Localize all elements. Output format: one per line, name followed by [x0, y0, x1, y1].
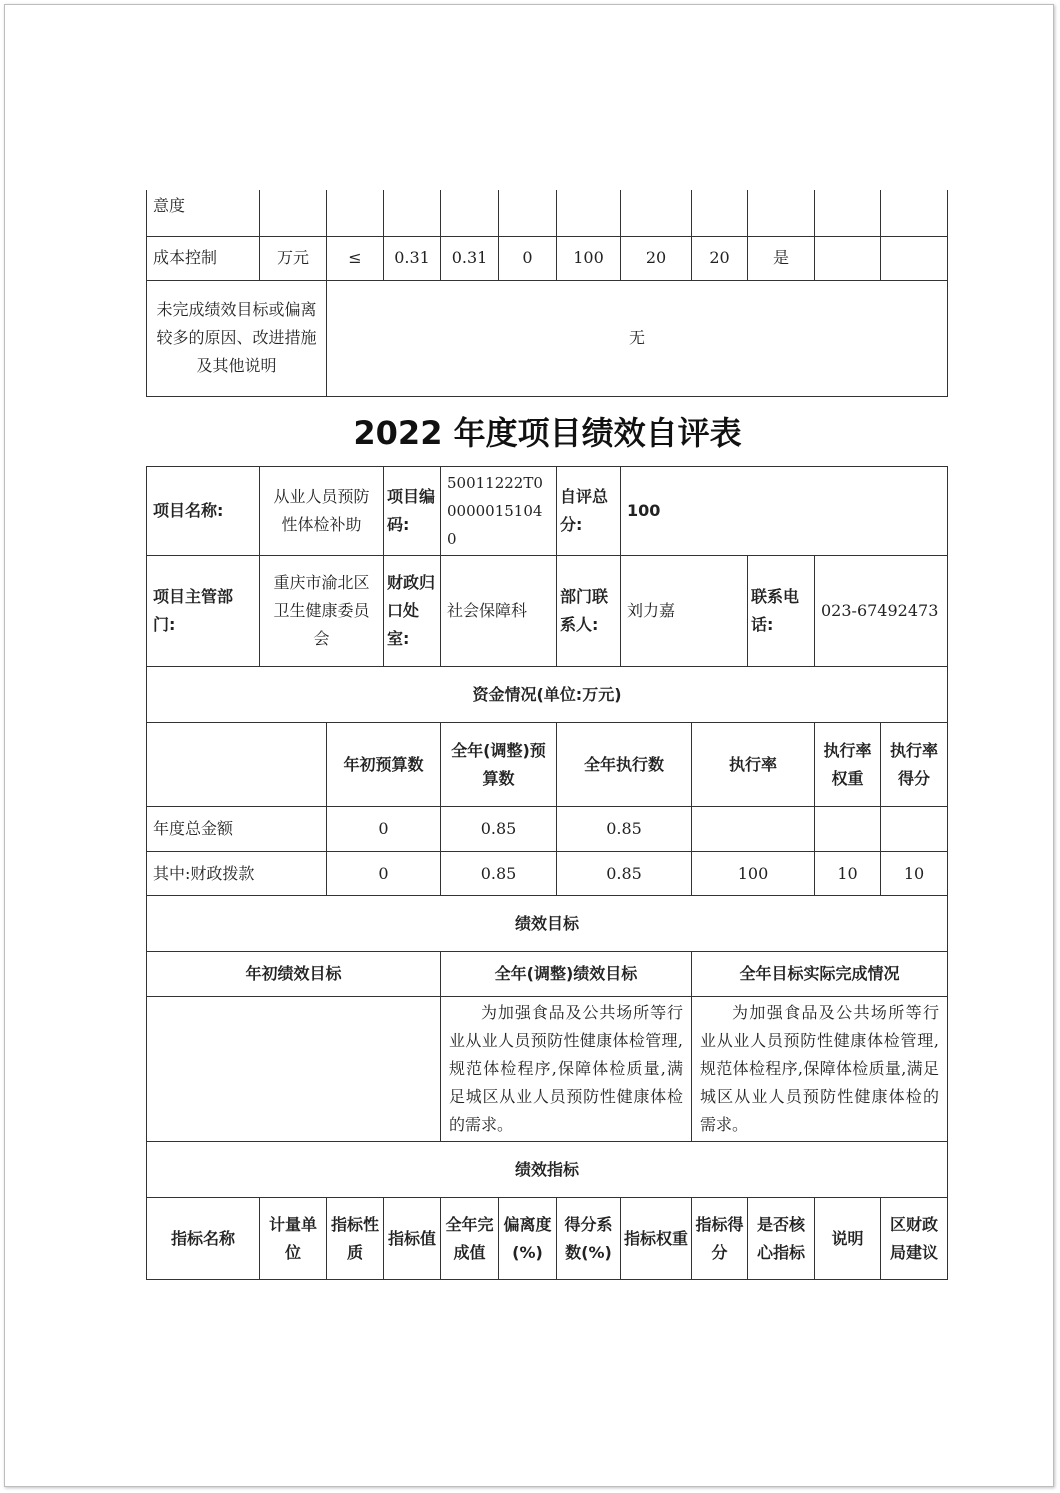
funds-header-adjusted: 全年(调整)预算数	[441, 723, 557, 807]
page-title: 2022 年度项目绩效自评表	[353, 414, 742, 452]
table-row	[147, 723, 948, 807]
score-label: 自评总分:	[557, 467, 621, 556]
self-evaluation-table	[146, 466, 948, 1280]
ind-header-nature: 指标性质	[327, 1198, 384, 1280]
indicator-core: 是	[748, 236, 815, 280]
table-row	[147, 807, 948, 852]
funds-weight	[815, 807, 881, 852]
ind-header-note: 说明	[815, 1198, 881, 1280]
indicator-nature: ≤	[327, 236, 384, 280]
contact-value: 刘力嘉	[621, 556, 748, 667]
ind-header-core: 是否核心指标	[748, 1198, 815, 1280]
ind-header-actual: 全年完成值	[441, 1198, 499, 1280]
project-name-value: 从业人员预防性体检补助	[260, 467, 384, 556]
previous-indicators-table	[146, 190, 948, 397]
funds-header-rate: 执行率	[692, 723, 815, 807]
goals-adjusted-text: 为加强食品及公共场所等行业从业人员预防性健康体检管理,规范体检程序,保障体检质量,满足城区从业人员预防性健康体检的需求。	[441, 997, 692, 1142]
indicator-note	[815, 236, 881, 280]
ind-header-coef: 得分系数(%)	[557, 1198, 621, 1280]
goals-header-initial: 年初绩效目标	[147, 952, 441, 997]
goals-actual-text: 为加强食品及公共场所等行业从业人员预防性健康体检管理,规范体检程序,保障体检质量,满足城区从业人员预防性健康体检的需求。	[692, 997, 948, 1142]
indicators-section-title: 绩效指标	[147, 1142, 948, 1198]
indicator-unit: 万元	[260, 236, 327, 280]
project-code-value: 50011222T000000151040	[441, 467, 557, 556]
finance-office-label: 财政归口处室:	[384, 556, 441, 667]
indicator-weight: 20	[621, 236, 692, 280]
funds-header-rate-score: 执行率得分	[881, 723, 948, 807]
score-value: 100	[621, 467, 948, 556]
funds-weight: 10	[815, 852, 881, 896]
project-name-label: 项目名称:	[147, 467, 260, 556]
table-row	[147, 667, 948, 723]
funds-section-title: 资金情况(单位:万元)	[147, 667, 948, 723]
funds-initial: 0	[327, 807, 441, 852]
funds-executed: 0.85	[557, 852, 692, 896]
table-row	[147, 190, 948, 236]
ind-header-score: 指标得分	[692, 1198, 748, 1280]
funds-header-executed: 全年执行数	[557, 723, 692, 807]
funds-score: 10	[881, 852, 948, 896]
funds-rate: 100	[692, 852, 815, 896]
funds-adjusted: 0.85	[441, 852, 557, 896]
funds-initial: 0	[327, 852, 441, 896]
ind-header-advice: 区财政局建议	[881, 1198, 948, 1280]
unfinished-label: 未完成绩效目标或偏离较多的原因、改进措施及其他说明	[147, 280, 327, 396]
indicator-advice	[881, 236, 948, 280]
ind-header-name: 指标名称	[147, 1198, 260, 1280]
phone-value: 023-67492473	[815, 556, 948, 667]
phone-label: 联系电话:	[748, 556, 815, 667]
table-row	[147, 952, 948, 997]
funds-rate	[692, 807, 815, 852]
ind-header-deviation: 偏离度(%)	[499, 1198, 557, 1280]
table-row	[147, 467, 948, 556]
indicator-value: 0.31	[384, 236, 441, 280]
table-row	[147, 236, 948, 280]
indicator-name: 成本控制	[147, 236, 260, 280]
row-label-satisfaction: 意度	[147, 190, 260, 236]
ind-header-weight: 指标权重	[621, 1198, 692, 1280]
table-row	[147, 896, 948, 952]
goals-initial-text	[147, 997, 441, 1142]
unfinished-value: 无	[327, 280, 948, 396]
ind-header-value: 指标值	[384, 1198, 441, 1280]
ind-header-unit: 计量单位	[260, 1198, 327, 1280]
funds-row-label: 其中:财政拨款	[147, 852, 327, 896]
project-code-label: 项目编码:	[384, 467, 441, 556]
finance-office-value: 社会保障科	[441, 556, 557, 667]
funds-row-label: 年度总金额	[147, 807, 327, 852]
indicator-actual: 0.31	[441, 236, 499, 280]
funds-header-initial: 年初预算数	[327, 723, 441, 807]
goals-header-actual: 全年目标实际完成情况	[692, 952, 948, 997]
table-row	[147, 1198, 948, 1280]
table-row	[147, 1142, 948, 1198]
table-row	[147, 852, 948, 896]
goals-header-adjusted: 全年(调整)绩效目标	[441, 952, 692, 997]
indicator-coef: 100	[557, 236, 621, 280]
contact-label: 部门联系人:	[557, 556, 621, 667]
table-row	[147, 997, 948, 1142]
funds-header-rate-weight: 执行率权重	[815, 723, 881, 807]
funds-executed: 0.85	[557, 807, 692, 852]
indicator-deviation: 0	[499, 236, 557, 280]
goals-section-title: 绩效目标	[147, 896, 948, 952]
funds-adjusted: 0.85	[441, 807, 557, 852]
dept-value: 重庆市渝北区卫生健康委员会	[260, 556, 384, 667]
funds-score	[881, 807, 948, 852]
indicator-score: 20	[692, 236, 748, 280]
table-row	[147, 556, 948, 667]
table-row	[147, 280, 948, 396]
dept-label: 项目主管部门:	[147, 556, 260, 667]
